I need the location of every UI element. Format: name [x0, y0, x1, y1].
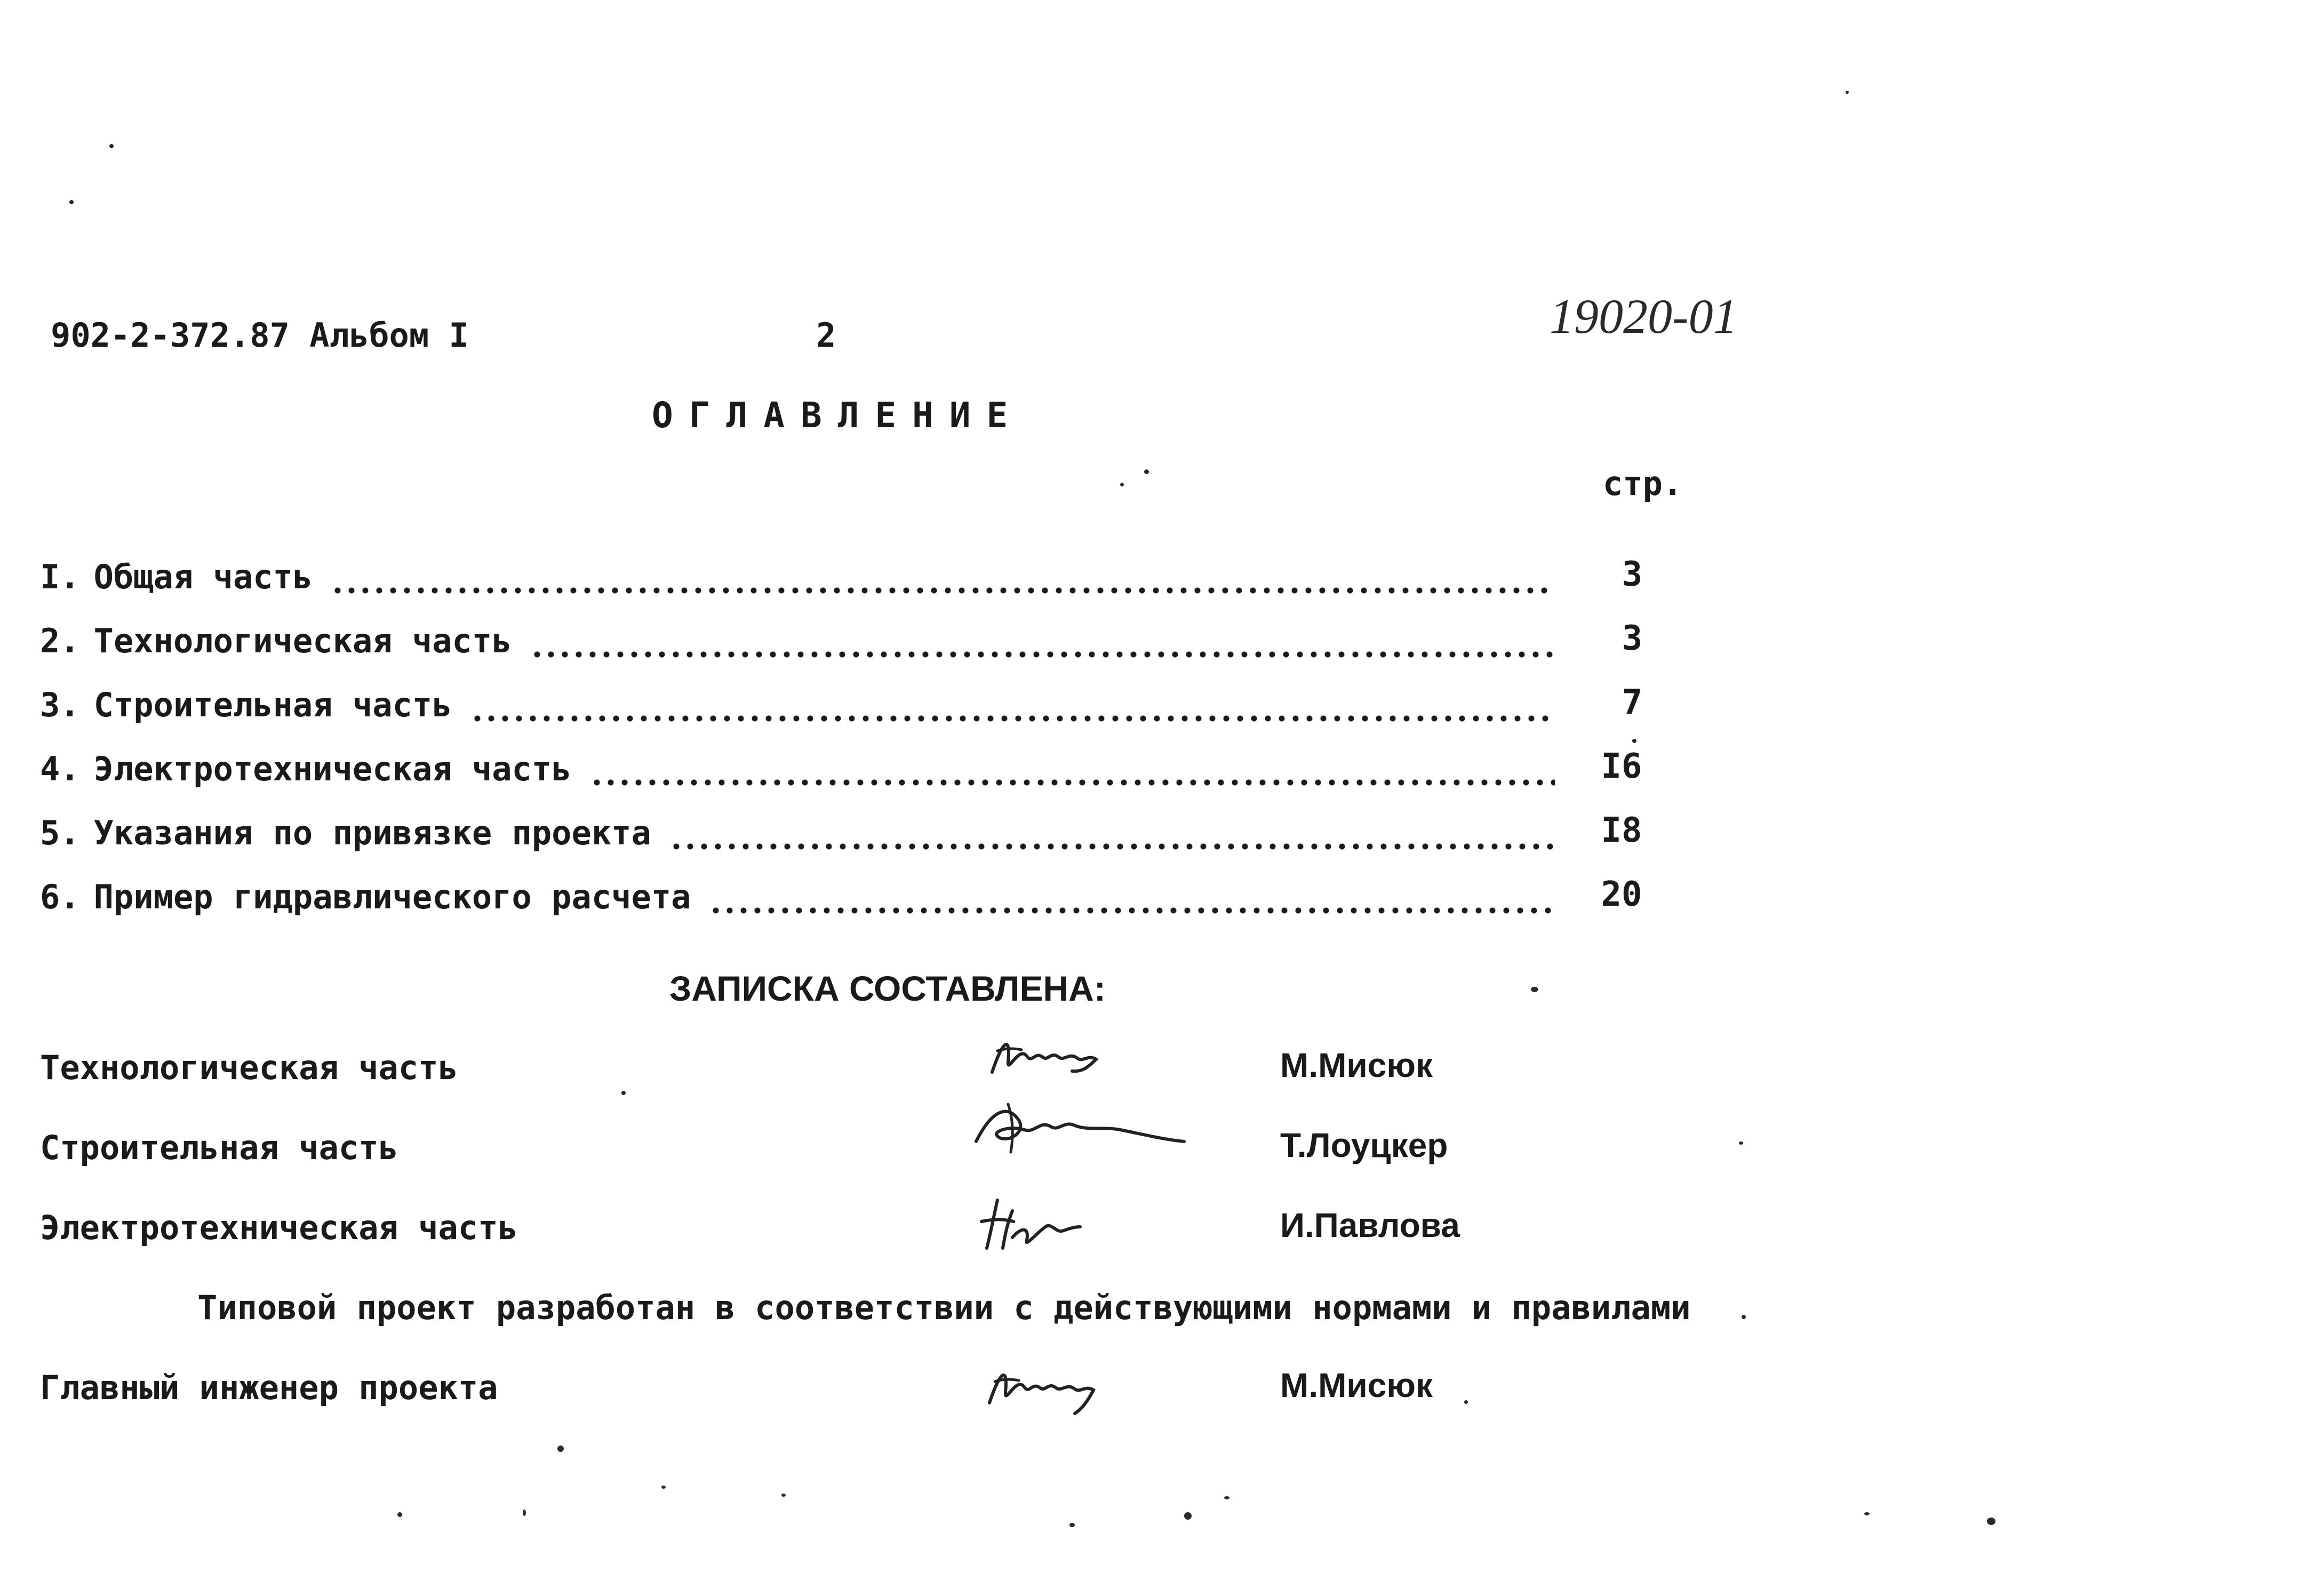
- toc-entry-page: 20: [1601, 875, 1642, 914]
- toc-entry-title: Пример гидравлического расчета: [93, 877, 691, 916]
- scan-speck: [1632, 739, 1636, 743]
- toc-entry: [40, 877, 1555, 920]
- toc-entry-number: I.: [40, 557, 80, 596]
- scan-speck: [1739, 1141, 1743, 1145]
- toc-entry-title: Общая часть: [93, 557, 313, 596]
- scan-speck: [1224, 1496, 1229, 1499]
- toc-entry-page: 3: [1622, 619, 1643, 658]
- toc-entry: [40, 813, 1555, 856]
- scan-speck: [621, 1091, 626, 1095]
- scan-speck: [1987, 1518, 1995, 1525]
- scan-speck: [1144, 469, 1149, 474]
- authors-heading: ЗАПИСКА СОСТАВЛЕНА:: [669, 969, 1106, 1008]
- author-section: Технологическая часть: [40, 1048, 458, 1087]
- signature-technological: [981, 1024, 1141, 1093]
- toc-entry-title: Электротехническая часть: [93, 749, 572, 788]
- compliance-statement: Типовой проект разработан в соответствии с действующими нормами и правилами: [197, 1288, 1691, 1327]
- toc-entry-page: I6: [1601, 747, 1642, 786]
- toc-entry-title: Технологическая часть: [93, 621, 512, 660]
- toc-entry-number: 6.: [40, 877, 80, 916]
- dot-leader: [709, 907, 1555, 914]
- toc-entry-title: Указания по привязке проекта: [93, 813, 651, 852]
- author-name: И.Павлова: [1280, 1206, 1460, 1244]
- dot-leader: [470, 715, 1555, 722]
- scan-speck: [781, 1494, 786, 1497]
- scan-speck: [1864, 1512, 1870, 1515]
- scan-speck: [1742, 1315, 1746, 1319]
- page-number: 2: [816, 316, 836, 355]
- toc-entry-page: 3: [1622, 555, 1643, 594]
- toc-entry-page: 7: [1622, 683, 1643, 722]
- author-section: Строительная часть: [40, 1128, 398, 1167]
- scan-speck: [1846, 91, 1849, 94]
- author-name: М.Мисюк: [1280, 1046, 1433, 1084]
- scan-speck: [69, 200, 74, 204]
- archive-number: 19020-01: [1550, 289, 1738, 344]
- toc-entry-page: I8: [1601, 811, 1642, 850]
- page-column-label: стр.: [1603, 464, 1683, 503]
- scan-speck: [661, 1486, 666, 1489]
- author-name: Т.Лоуцкер: [1280, 1126, 1448, 1164]
- scan-speck: [1464, 1400, 1468, 1404]
- document-title: ОГЛАВЛЕНИЕ: [652, 395, 1024, 436]
- scan-speck: [397, 1512, 402, 1517]
- toc-entry-number: 2.: [40, 621, 80, 660]
- signature-electrical: [971, 1189, 1099, 1264]
- dot-leader: [590, 779, 1555, 786]
- scan-speck: [1120, 483, 1124, 486]
- toc-entry: [40, 685, 1555, 728]
- scan-speck: [109, 144, 114, 148]
- chief-engineer-title: Главный инженер проекта: [40, 1368, 498, 1407]
- dot-leader: [530, 651, 1555, 658]
- dot-leader: [669, 843, 1555, 850]
- toc-entry-number: 3.: [40, 685, 80, 724]
- scan-speck: [1184, 1512, 1192, 1520]
- toc-entry: [40, 749, 1555, 792]
- toc-entry: [40, 557, 1555, 600]
- scan-speck: [1531, 987, 1538, 992]
- author-section: Электротехническая часть: [40, 1208, 518, 1247]
- toc-entry: [40, 621, 1555, 664]
- toc-entry-title: Строительная часть: [93, 685, 452, 724]
- scan-speck: [557, 1446, 564, 1452]
- chief-engineer-name: М.Мисюк: [1280, 1366, 1433, 1404]
- document-code-album: 902-2-372.87 Альбом I: [51, 316, 469, 355]
- scan-speck: [523, 1510, 526, 1516]
- signature-chief-engineer: [976, 1350, 1136, 1430]
- dot-leader: [331, 587, 1555, 594]
- scan-speck: [1069, 1523, 1075, 1527]
- signature-construction: [960, 1088, 1195, 1168]
- toc-entry-number: 5.: [40, 813, 80, 852]
- toc-entry-number: 4.: [40, 749, 80, 788]
